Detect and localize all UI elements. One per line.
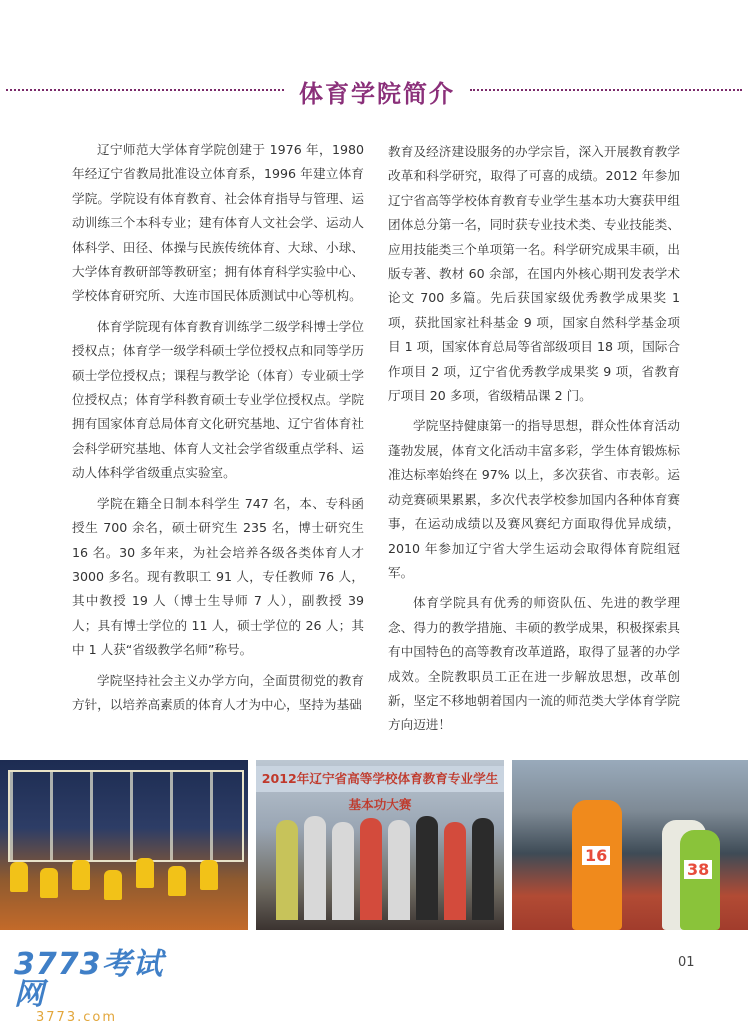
section-header: [0, 70, 748, 110]
runner-figure: [572, 800, 622, 930]
text-column-left: [72, 138, 364, 723]
paragraph-mission-start: 学院坚持社会主义办学方向，全面贯彻党的教育方针，以培养高素质的体育人才为中心，坚持为基础: [72, 672, 364, 712]
person-figure: [388, 820, 410, 920]
performer-figure: [72, 860, 90, 890]
photo-track-race: [512, 760, 748, 930]
page-title: 体育学院简介: [299, 80, 455, 108]
person-figure: [360, 818, 382, 920]
watermark-logo: [14, 947, 184, 1026]
runner-bib: 38: [684, 860, 712, 879]
performer-figure: [10, 862, 28, 892]
person-figure: [416, 816, 438, 920]
paragraph-degrees: 体育学院现有体育教育训练学二级学科博士学位授权点；体育学一级学科硕士学位授权点和同等学历硕士学位授权点；课程与教学论（体育）专业硕士学位授权点；体育学科教育硕士专业学位授权点。学院拥有国家体育总局体育文化研究基地、辽宁省体育社会科学研究基地、体育人文社会学省级重点学科、运动人体科学省级重点实验室。: [72, 318, 364, 481]
person-figure: [304, 816, 326, 920]
person-figure: [444, 822, 466, 920]
person-figure: [276, 820, 298, 920]
performer-figure: [136, 858, 154, 888]
paragraph-students-staff: 学院在籍全日制本科学生 747 名，本、专科函授生 700 余名，硕士研究生 235 名，博士研究生 16 名。30 多年来，为社会培养各级各类体育人才 3000 多名。现有教职工 91 人，专任教师 76 人，其中教授 19 人（博士生导师 7 人），副教授 39 人；具有博士学位的 11 人，硕士学位的 26 人；其中 1 人获“省级教学名师”称号。: [72, 495, 364, 658]
photo-banner: 2012年辽宁省高等学校体育教育专业学生基本功大赛: [256, 766, 504, 792]
performer-figure: [168, 866, 186, 896]
watermark-url: 3773.com: [36, 1010, 117, 1025]
paragraph-history: 辽宁师范大学体育学院创建于 1976 年，1980 年经辽宁省教局批准设立体育系，1996 年建立体育学院。学院设有体育教育、社会体育指导与管理、运动训练三个本科专业；建有体育人文社会学、运动人体科学、田径、体操与民族传统体育、大球、小球、大学体育教研部等教研室；拥有体育科学实验中心、学校体育研究所、大连市国民体质测试中心等机构。: [72, 142, 364, 304]
page-number: 01: [678, 955, 695, 970]
performer-figure: [104, 870, 122, 900]
photo-martial-arts-performance: [0, 760, 248, 930]
person-figure: [332, 822, 354, 920]
performer-figure: [40, 868, 58, 898]
person-figure: [472, 818, 494, 920]
header-divider-right: [470, 89, 742, 91]
paragraph-sports-activities: 学院坚持健康第一的指导思想，群众性体育活动蓬勃发展，体育文化活动丰富多彩，学生体育锻炼标准达标率始终在 97% 以上，多次获省、市表彰。运动竞赛硕果累累，多次代表学校参加国内各种体育赛事，在运动成绩以及赛风赛纪方面取得优异成绩，2010 年参加辽宁省大学生运动会取得体育院组冠军。: [388, 418, 680, 580]
photo-award-group: [256, 760, 504, 930]
gym-windows: [8, 770, 244, 862]
header-divider-left: [6, 89, 284, 91]
paragraph-mission-continued: 教育及经济建设服务的办学宗旨，深入开展教育教学改革和科学研究，取得了可喜的成绩。2012 年参加辽宁省高等学校体育教育专业学生基本功大赛获甲组团体总分第一名，同时获专业技术类、专业技能类、应用技能类三个单项第一名。科学研究成果丰硕，出版专著、教材 60 余部，在国内外核心期刊发表学术论文 700 多篇。先后获国家级优秀教学成果奖 1 项，获批国家社科基金 9 项，国家自然科学基金项目 1 项，国家体育总局等省部级项目 18 项，国际合作项目 2 项，辽宁省优秀教学成果奖 9 项，省教育厅项目 20 多项，省级精品课 2 门。: [388, 144, 680, 404]
performer-figure: [200, 860, 218, 890]
photo-strip: [0, 760, 748, 930]
runner-bib: 16: [582, 846, 610, 865]
watermark-text: 3773考试网: [14, 947, 164, 1012]
runner-figure: [680, 830, 720, 930]
text-column-right: [388, 140, 680, 744]
paragraph-faculty: 体育学院具有优秀的师资队伍、先进的教学理念、得力的教学措施、丰硕的教学成果，积极探索具有中国特色的高等教育改革道路，取得了显著的办学成效。全院教职员工正在进一步解放思想，改革创新，坚定不移地朝着国内一流的师范类大学体育学院方向迈进！: [388, 595, 680, 733]
